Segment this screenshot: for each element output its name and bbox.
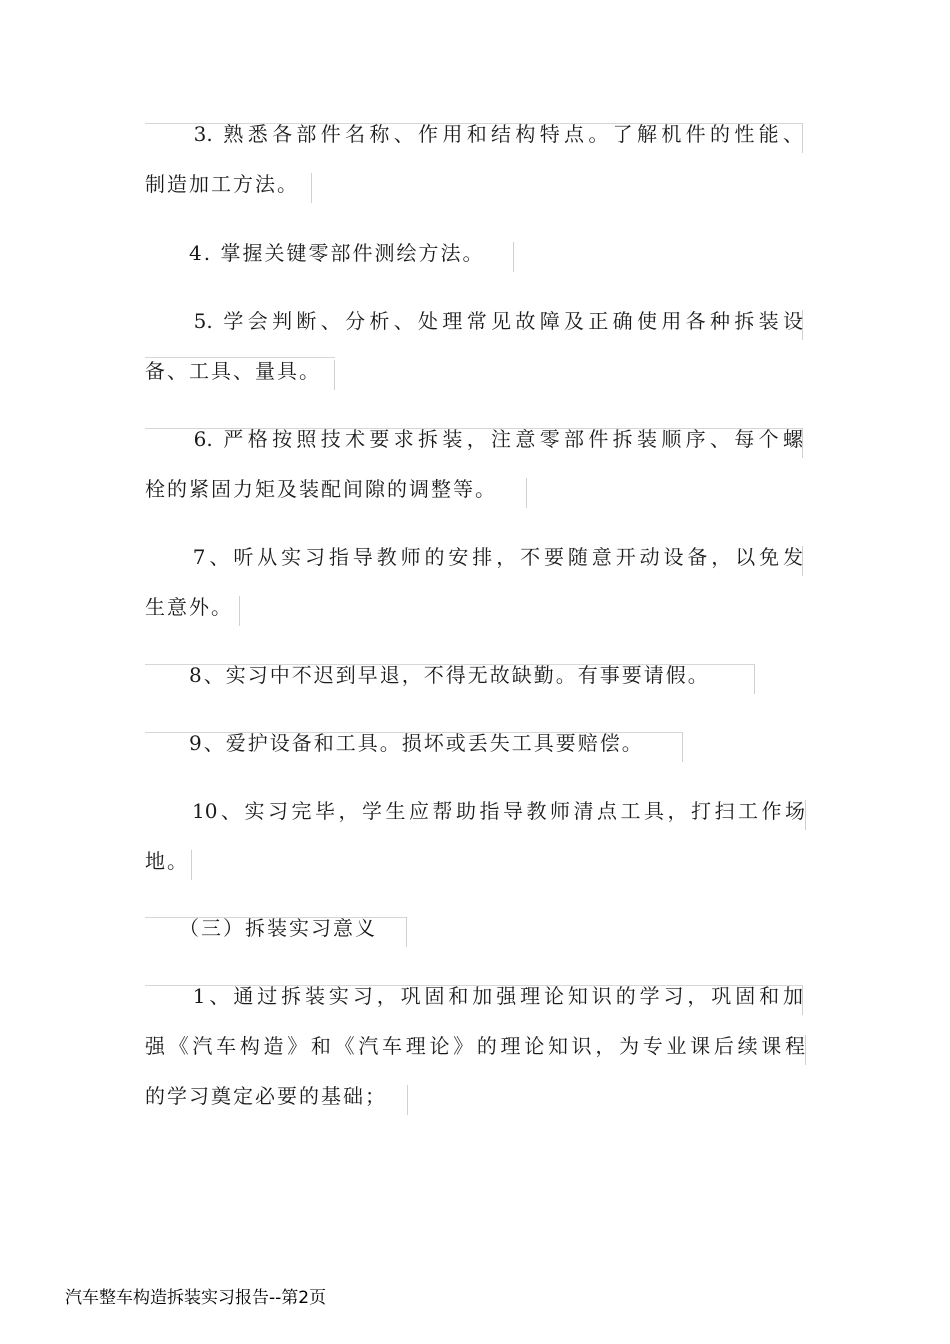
line-rule	[754, 664, 755, 694]
line-rule	[805, 800, 806, 830]
line-rule	[526, 478, 527, 508]
paragraph-line: 5. 学会判断、分析、处理常见故障及正确使用各种拆装设	[145, 309, 803, 333]
line-rule	[513, 242, 514, 272]
paragraph-line: 的学习奠定必要的基础；	[145, 1084, 387, 1108]
line-rule	[407, 1085, 408, 1115]
line-rule	[682, 732, 683, 762]
paragraph-line: 备、工具、量具。	[145, 359, 321, 383]
line-rule	[406, 917, 407, 947]
paragraph-line: 强《汽车构造》和《汽车理论》的理论知识，为专业课后续课程	[145, 1034, 805, 1058]
line-rule	[239, 596, 240, 626]
paragraph-line: 制造加工方法。	[145, 172, 299, 196]
paragraph-line: 生意外。	[145, 595, 233, 619]
paragraph-line: 1、通过拆装实习，巩固和加强理论知识的学习，巩固和加	[145, 984, 803, 1008]
line-rule	[805, 1035, 806, 1065]
line-rule	[334, 360, 335, 390]
paragraph-line: 地。	[145, 849, 189, 873]
paragraph-line: （三）拆装实习意义	[145, 916, 377, 940]
paragraph-line: 9、爱护设备和工具。损坏或丢失工具要赔偿。	[145, 731, 644, 755]
paragraph-line: 8、实习中不迟到早退，不得无故缺勤。有事要请假。	[145, 663, 710, 687]
paragraph-line: 4. 掌握关键零部件测绘方法。	[145, 241, 485, 265]
paragraph-line: 10、实习完毕，学生应帮助指导教师清点工具，打扫工作场	[145, 799, 805, 823]
paragraph-line: 7、听从实习指导教师的安排，不要随意开动设备，以免发	[145, 545, 803, 569]
paragraph-line: 3. 熟悉各部件名称、作用和结构特点。了解机件的性能、	[145, 122, 803, 146]
line-rule	[191, 850, 192, 880]
paragraph-line: 栓的紧固力矩及装配间隙的调整等。	[145, 477, 497, 501]
paragraph-line: 6. 严格按照技术要求拆装，注意零部件拆装顺序、每个螺	[145, 427, 803, 451]
page-footer: 汽车整车构造拆装实习报告--第2页	[65, 1288, 327, 1308]
line-rule	[311, 173, 312, 203]
